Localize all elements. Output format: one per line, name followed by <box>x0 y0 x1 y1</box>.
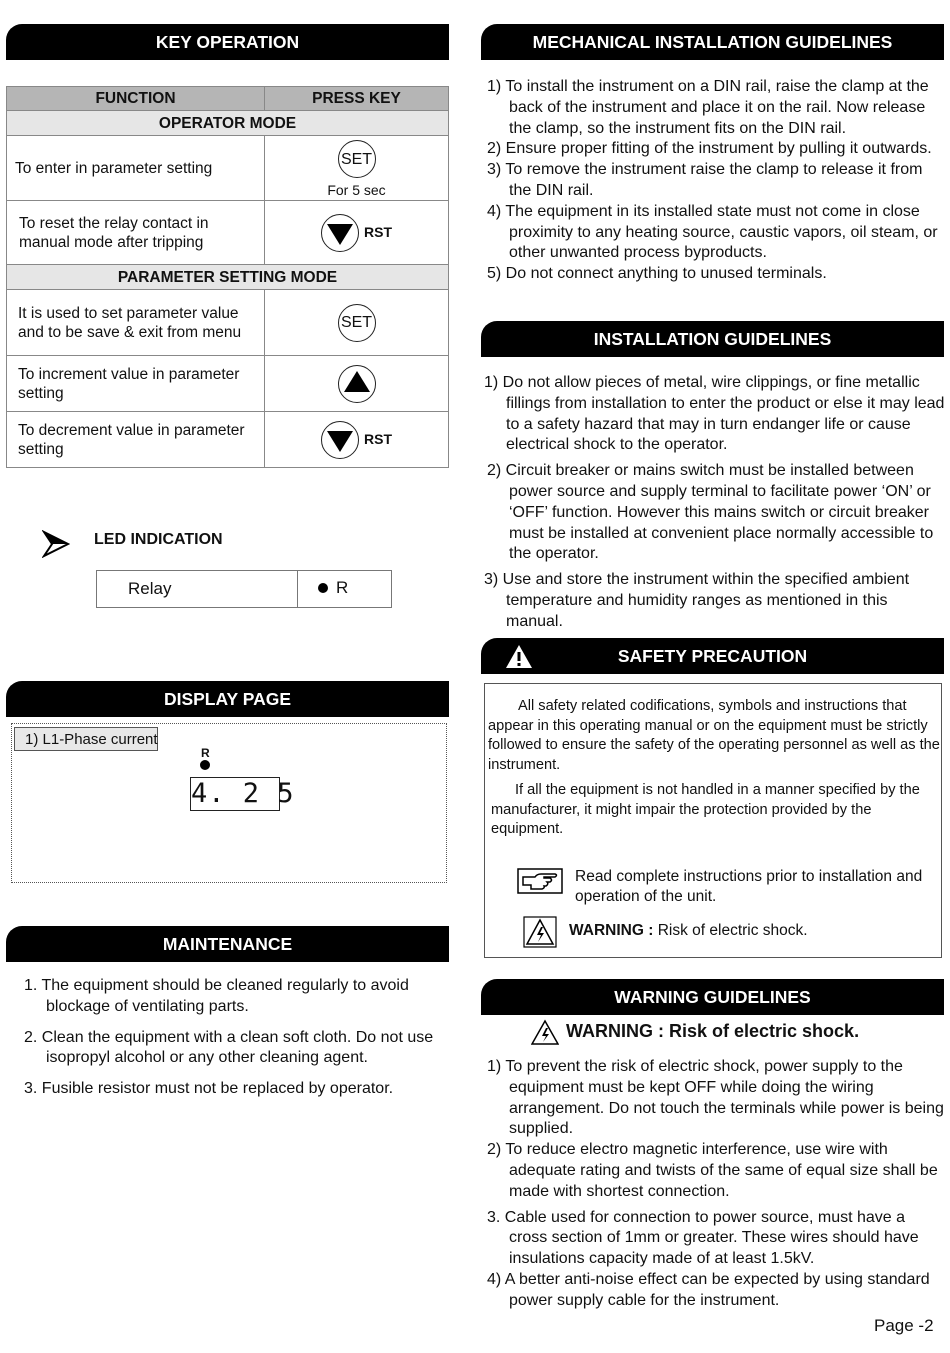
seven-segment-display: 4. 2 5 <box>191 778 295 809</box>
key-cell <box>265 290 449 356</box>
warning-triangle-icon <box>505 644 533 669</box>
warning-label: WARNING : <box>569 922 654 939</box>
shock-triangle-icon <box>531 1019 559 1045</box>
set-key-icon: SET <box>338 304 376 342</box>
list-item: 3. Fusible resistor must not be replaced by operator. <box>24 1080 394 1098</box>
key-cell <box>265 136 449 201</box>
list-item: 3) To remove the instrument raise the clamp to release it from the DIN rail. <box>487 161 923 199</box>
safety-title: SAFETY PRECAUTION <box>617 645 808 666</box>
list-item: 1. The equipment should be cleaned regularly to avoid blockage of ventilating parts. <box>24 977 409 1015</box>
key-operation-header <box>6 24 449 60</box>
set-key-icon: SET <box>338 140 376 178</box>
down-arrow-key-icon <box>321 214 359 252</box>
display-led-label: R <box>201 746 210 760</box>
warning-subtitle: WARNING : Risk of electric shock. <box>566 1021 860 1041</box>
function-text: To enter in parameter setting <box>7 136 265 201</box>
mechanical-header <box>481 24 944 60</box>
up-arrow-key-icon <box>338 365 376 403</box>
key-cell <box>265 201 449 265</box>
list-item: 1) Do not allow pieces of metal, wire clippings, or fine metallic fillings from installation to enter the product or else it may lead to a safety hazard that may in turn endanger life or cause electrical shock to the operator. <box>484 374 945 454</box>
safety-box <box>484 683 942 958</box>
arrowhead-bullet-icon <box>42 530 70 558</box>
table-row <box>7 136 449 201</box>
warning-guidelines-title: WARNING GUIDELINES <box>614 986 811 1007</box>
electric-shock-icon <box>523 916 557 948</box>
page-number: Page -2 <box>874 1316 934 1335</box>
list-item: 4) A better anti-noise effect can be expected by using standard power supply cable for the instrument. <box>487 1270 930 1309</box>
parameter-mode-row <box>7 265 449 290</box>
function-text: It is used to set parameter value and to be save & exit from menu <box>7 290 265 356</box>
maintenance-title: MAINTENANCE <box>162 933 293 954</box>
display-page-title: DISPLAY PAGE <box>163 688 292 709</box>
display-tab: 1) L1-Phase current <box>14 727 158 751</box>
pointing-hand-icon <box>517 868 563 894</box>
list-item: 1) To prevent the risk of electric shock, power supply to the equipment must be kept OFF while doing the wiring arrangement. Do not touch the terminals while power is being supplied. <box>487 1058 944 1138</box>
list-item: 5) Do not connect anything to unused terminals. <box>487 265 827 283</box>
rst-label: RST <box>364 224 392 240</box>
warning-guidelines-header <box>481 979 944 1015</box>
function-column-header: FUNCTION <box>7 87 265 111</box>
list-item: 2) Circuit breaker or mains switch must be installed between power source and supply terminal to facilitate power ‘ON’ or ‘OFF’ function. However this mains switch or circuit breaker must be installed at convenient place normally accessible to the operator. <box>487 462 934 563</box>
display-panel <box>11 723 447 883</box>
installation-title: INSTALLATION GUIDELINES <box>593 328 832 349</box>
installation-header <box>481 321 944 357</box>
mechanical-title: MECHANICAL INSTALLATION GUIDELINES <box>532 31 893 52</box>
table-row <box>7 356 449 412</box>
operator-mode-row <box>7 111 449 136</box>
warning-text: Risk of electric shock. <box>657 922 808 939</box>
rst-label: RST <box>364 431 392 447</box>
key-cell <box>265 356 449 412</box>
key-operation-title: KEY OPERATION <box>155 31 300 52</box>
mechanical-list <box>487 77 945 285</box>
parameter-mode-label: PARAMETER SETTING MODE <box>7 265 449 290</box>
function-text: To decrement value in parameter setting <box>7 412 265 468</box>
safety-header <box>481 638 944 674</box>
led-r-label: R <box>336 578 349 597</box>
list-item: 3) Use and store the instrument within the specified ambient temperature and humidity ranges as mentioned in this manual. <box>484 571 910 630</box>
press-key-column-header: PRESS KEY <box>265 87 449 111</box>
table-row <box>7 201 449 265</box>
list-item: 1) To install the instrument on a DIN rail, raise the clamp at the back of the instrument and place it on the rail. Now release the clamp, so the instrument fits on the DIN rail. <box>487 78 929 137</box>
list-item: 3. Cable used for connection to power source, must have a cross section of 1mm or greater. These wires should have insulations capacity made of at least 1.5kV. <box>487 1208 919 1268</box>
list-item: 4) The equipment in its installed state must not come in close proximity to any heating source, caustic vapors, oil steam, or other unwanted process byproducts. <box>487 202 938 262</box>
list-item: 2) To reduce electro magnetic interference, use wire with adequate rating and twists of the same of equal size shall be made with shortest connection. <box>487 1141 938 1200</box>
key-note: For 5 sec <box>327 182 386 198</box>
read-instructions-note: Read complete instructions prior to installation and operation of the unit. <box>575 868 923 905</box>
led-dot-icon <box>318 583 328 593</box>
list-item: 2) Ensure proper fitting of the instrument by pulling it outwards. <box>487 140 932 158</box>
maintenance-header <box>6 926 449 962</box>
table-row <box>7 290 449 356</box>
led-indication-title: LED INDICATION <box>94 531 223 548</box>
display-led-icon <box>200 760 210 770</box>
relay-label: Relay <box>128 579 172 598</box>
function-text: To reset the relay contact in manual mode after tripping <box>7 201 265 265</box>
safety-paragraph-1: All safety related codifications, symbols and instructions that appear in this operating manual or on the equipment must be strictly followed to ensure the safety of the operating personnel as well as the instrument. <box>488 698 940 773</box>
down-arrow-key-icon <box>321 421 359 459</box>
function-text: To increment value in parameter setting <box>7 356 265 412</box>
warning-list <box>487 1057 945 1312</box>
maintenance-list <box>24 976 449 1100</box>
operator-mode-label: OPERATOR MODE <box>7 111 449 136</box>
led-indication-table <box>96 570 392 608</box>
key-operation-table <box>6 86 449 468</box>
display-page-header <box>6 681 449 717</box>
warning-line <box>569 922 808 940</box>
table-row <box>7 412 449 468</box>
key-cell <box>265 412 449 468</box>
list-item: 2. Clean the equipment with a clean soft cloth. Do not use isopropyl alcohol or any other cleaning agent. <box>24 1028 434 1067</box>
installation-list <box>484 373 946 633</box>
safety-paragraph-2: If all the equipment is not handled in a manner specified by the manufacturer, it might impair the protection provided by the equipment. <box>491 782 920 837</box>
table-header-row <box>7 87 449 111</box>
